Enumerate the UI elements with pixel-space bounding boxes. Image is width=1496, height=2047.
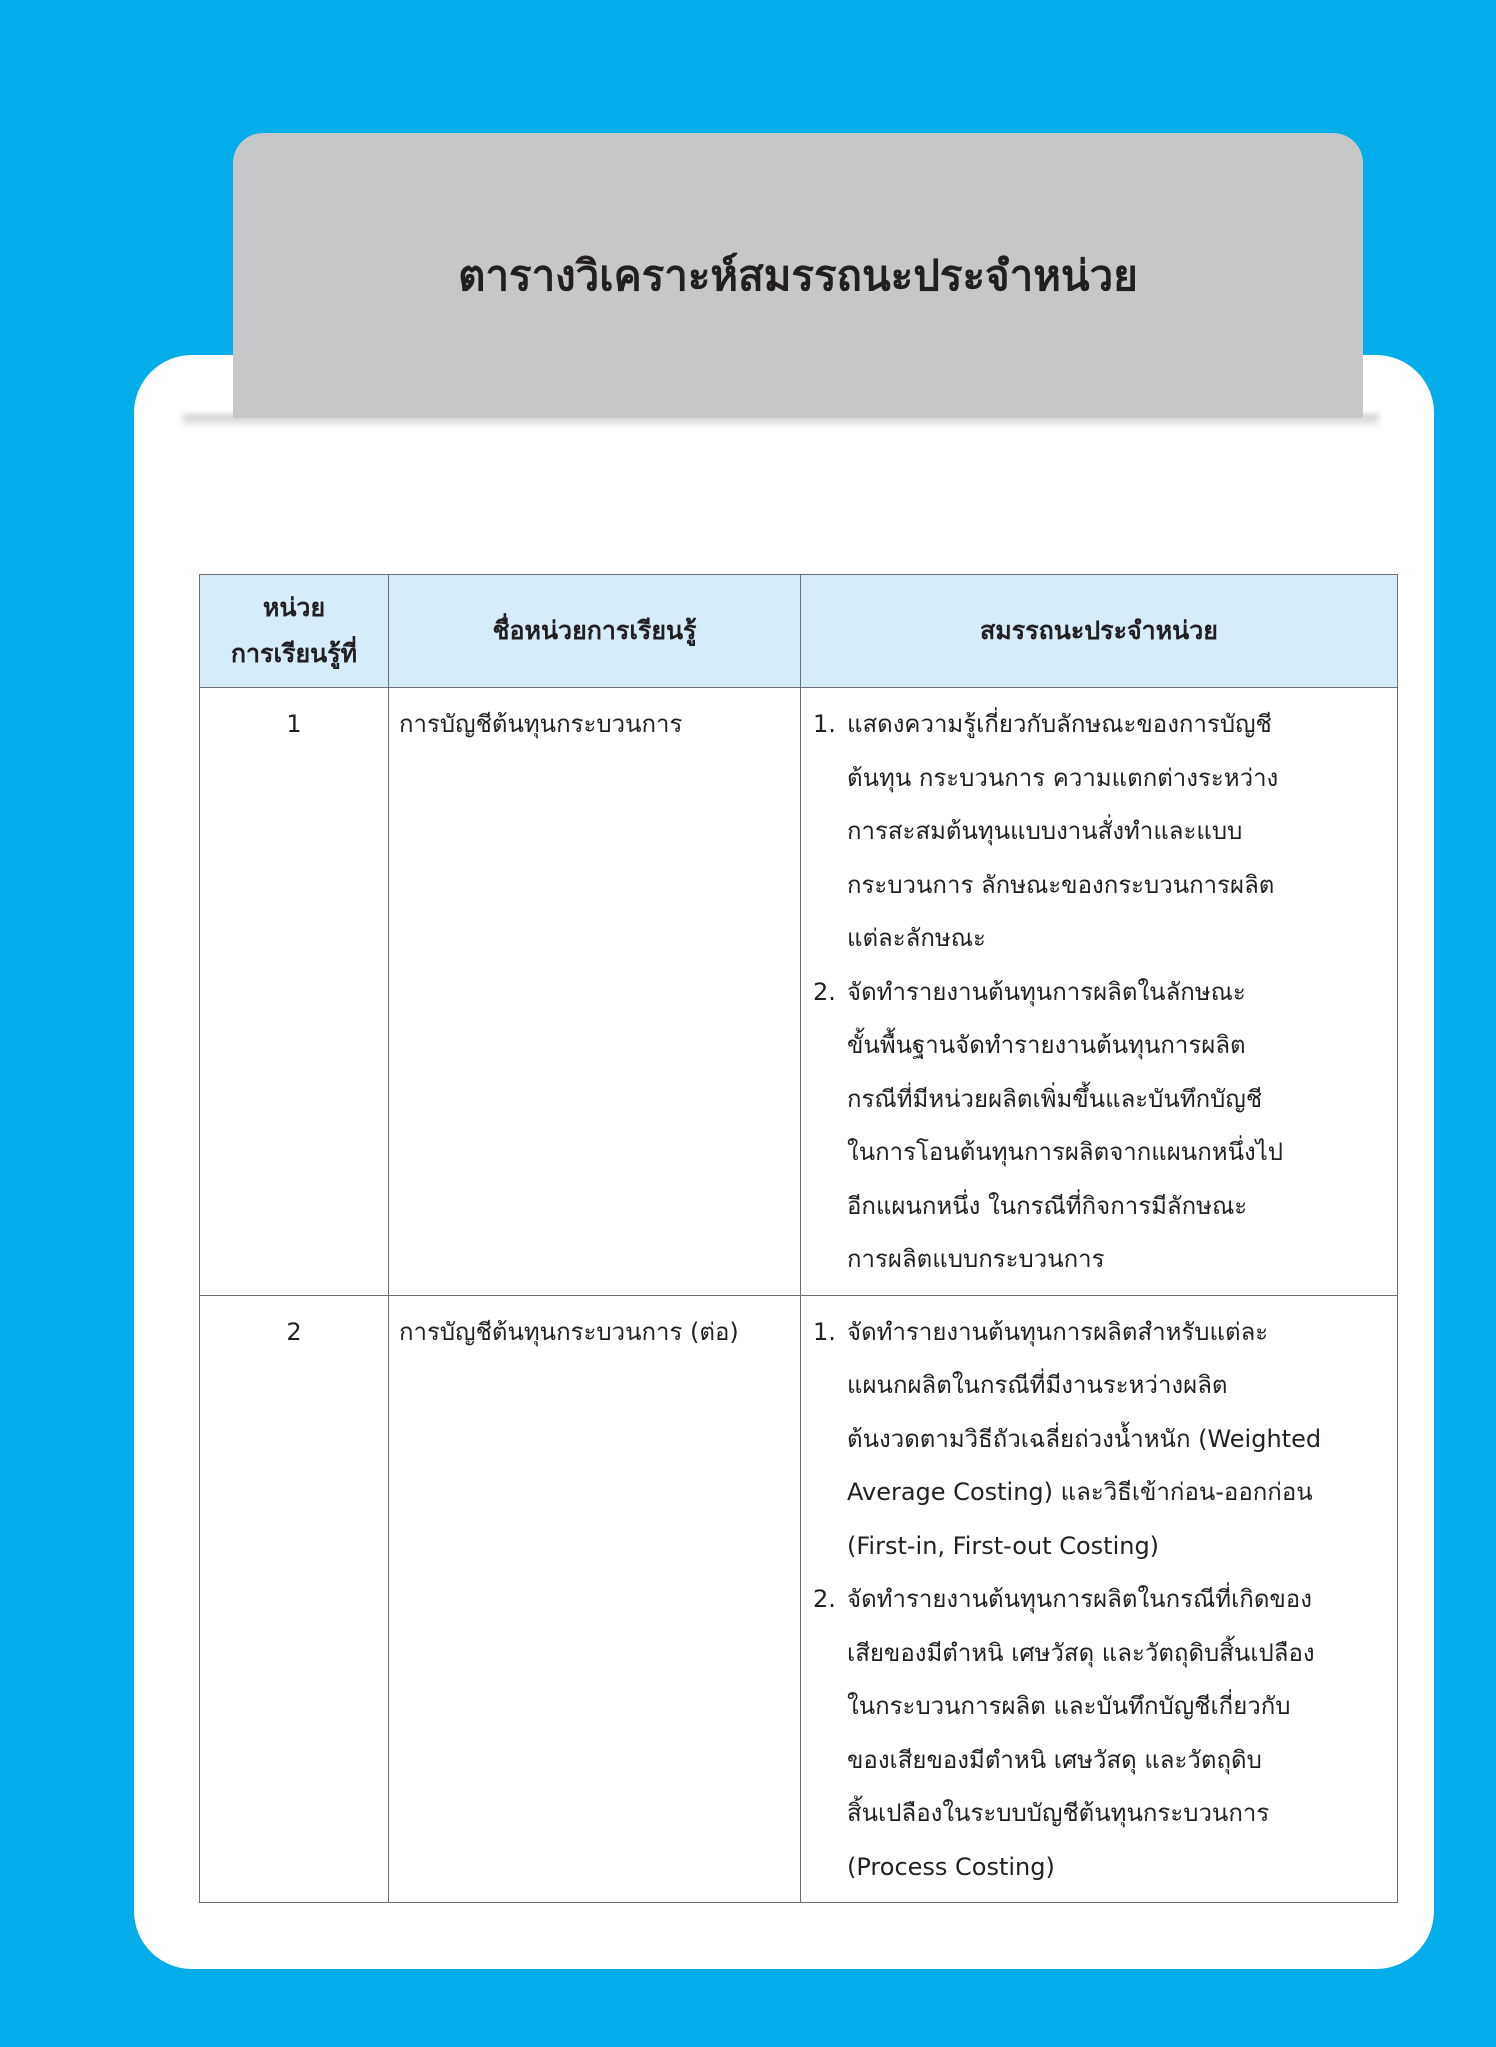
item-number: 1. — [813, 710, 836, 738]
item-line: Average Costing) และวิธีเข้าก่อน-ออกก่อน — [847, 1478, 1313, 1506]
item-line: เสียของมีตำหนิ เศษวัสดุ และวัตถุดิบสิ้นเปลือง — [847, 1638, 1315, 1667]
item-number: 2. — [813, 977, 836, 1006]
competency-item — [813, 698, 1391, 966]
item-line: กรณีที่มีหน่วยผลิตเพิ่มขึ้นและบันทึกบัญชี — [847, 1084, 1263, 1113]
competency-cell — [801, 688, 1398, 1296]
competency-item — [813, 1573, 1391, 1894]
item-line: กระบวนการ ลักษณะของกระบวนการผลิต — [847, 870, 1275, 899]
item-line: แผนกผลิตในกรณีที่มีงานระหว่างผลิต — [847, 1371, 1228, 1399]
item-line: ของเสียของมีตำหนิ เศษวัสดุ และวัตถุดิบ — [847, 1745, 1262, 1774]
competency-cell — [801, 1295, 1398, 1903]
unit-name-cell: การบัญชีต้นทุนกระบวนการ (ต่อ) — [389, 1295, 801, 1903]
unit-number-cell: 2 — [200, 1295, 389, 1903]
header-unit-number — [200, 575, 389, 688]
item-line: (First-in, First-out Costing) — [847, 1531, 1160, 1560]
unit-number-cell: 1 — [200, 688, 389, 1296]
item-line: ในการโอนต้นทุนการผลิตจากแผนกหนึ่งไป — [847, 1138, 1283, 1166]
item-line: การผลิตแบบกระบวนการ — [847, 1245, 1105, 1273]
header-competency: สมรรถนะประจำหน่วย — [801, 575, 1398, 688]
page-title: ตารางวิเคราะห์สมรรถนะประจำหน่วย — [458, 250, 1138, 300]
item-line: สิ้นเปลืองในระบบบัญชีต้นทุนกระบวนการ — [847, 1799, 1270, 1827]
item-line: (Process Costing) — [847, 1852, 1055, 1881]
competency-list — [813, 698, 1391, 1287]
item-line: อีกแผนกหนึ่ง ในกรณีที่กิจการมีลักษณะ — [847, 1191, 1248, 1220]
competency-item — [813, 1306, 1391, 1574]
header-unit-number-line: หน่วย — [262, 593, 326, 622]
header-unit-number-line: การเรียนรู้ที่ — [230, 639, 358, 668]
competency-table — [199, 574, 1398, 1903]
table-header-row — [200, 575, 1398, 688]
unit-name-cell: การบัญชีต้นทุนกระบวนการ — [389, 688, 801, 1296]
competency-list — [813, 1306, 1391, 1895]
title-tab — [233, 133, 1363, 418]
header-unit-name: ชื่อหน่วยการเรียนรู้ — [389, 575, 801, 688]
item-line: ต้นทุน กระบวนการ ความแตกต่างระหว่าง — [847, 763, 1279, 792]
item-line: แต่ละลักษณะ — [847, 924, 986, 952]
table-row — [200, 688, 1398, 1296]
item-line: ต้นงวดตามวิธีถัวเฉลี่ยถ่วงน้ำหนัก (Weighted — [847, 1424, 1322, 1453]
item-line: จัดทำรายงานต้นทุนการผลิตในกรณีที่เกิดของ — [847, 1585, 1312, 1613]
item-line: ในกระบวนการผลิต และบันทึกบัญชีเกี่ยวกับ — [847, 1692, 1291, 1720]
item-line: ขั้นพื้นฐานจัดทำรายงานต้นทุนการผลิต — [847, 1031, 1246, 1059]
item-line: การสะสมต้นทุนแบบงานสั่งทำและแบบ — [847, 817, 1243, 845]
table-row — [200, 1295, 1398, 1903]
item-line: จัดทำรายงานต้นทุนการผลิตสำหรับแต่ละ — [847, 1317, 1269, 1346]
item-number: 2. — [813, 1585, 836, 1613]
item-number: 1. — [813, 1317, 836, 1346]
item-line: จัดทำรายงานต้นทุนการผลิตในลักษณะ — [847, 977, 1246, 1006]
competency-item — [813, 966, 1391, 1287]
item-line: แสดงความรู้เกี่ยวกับลักษณะของการบัญชี — [847, 710, 1272, 738]
